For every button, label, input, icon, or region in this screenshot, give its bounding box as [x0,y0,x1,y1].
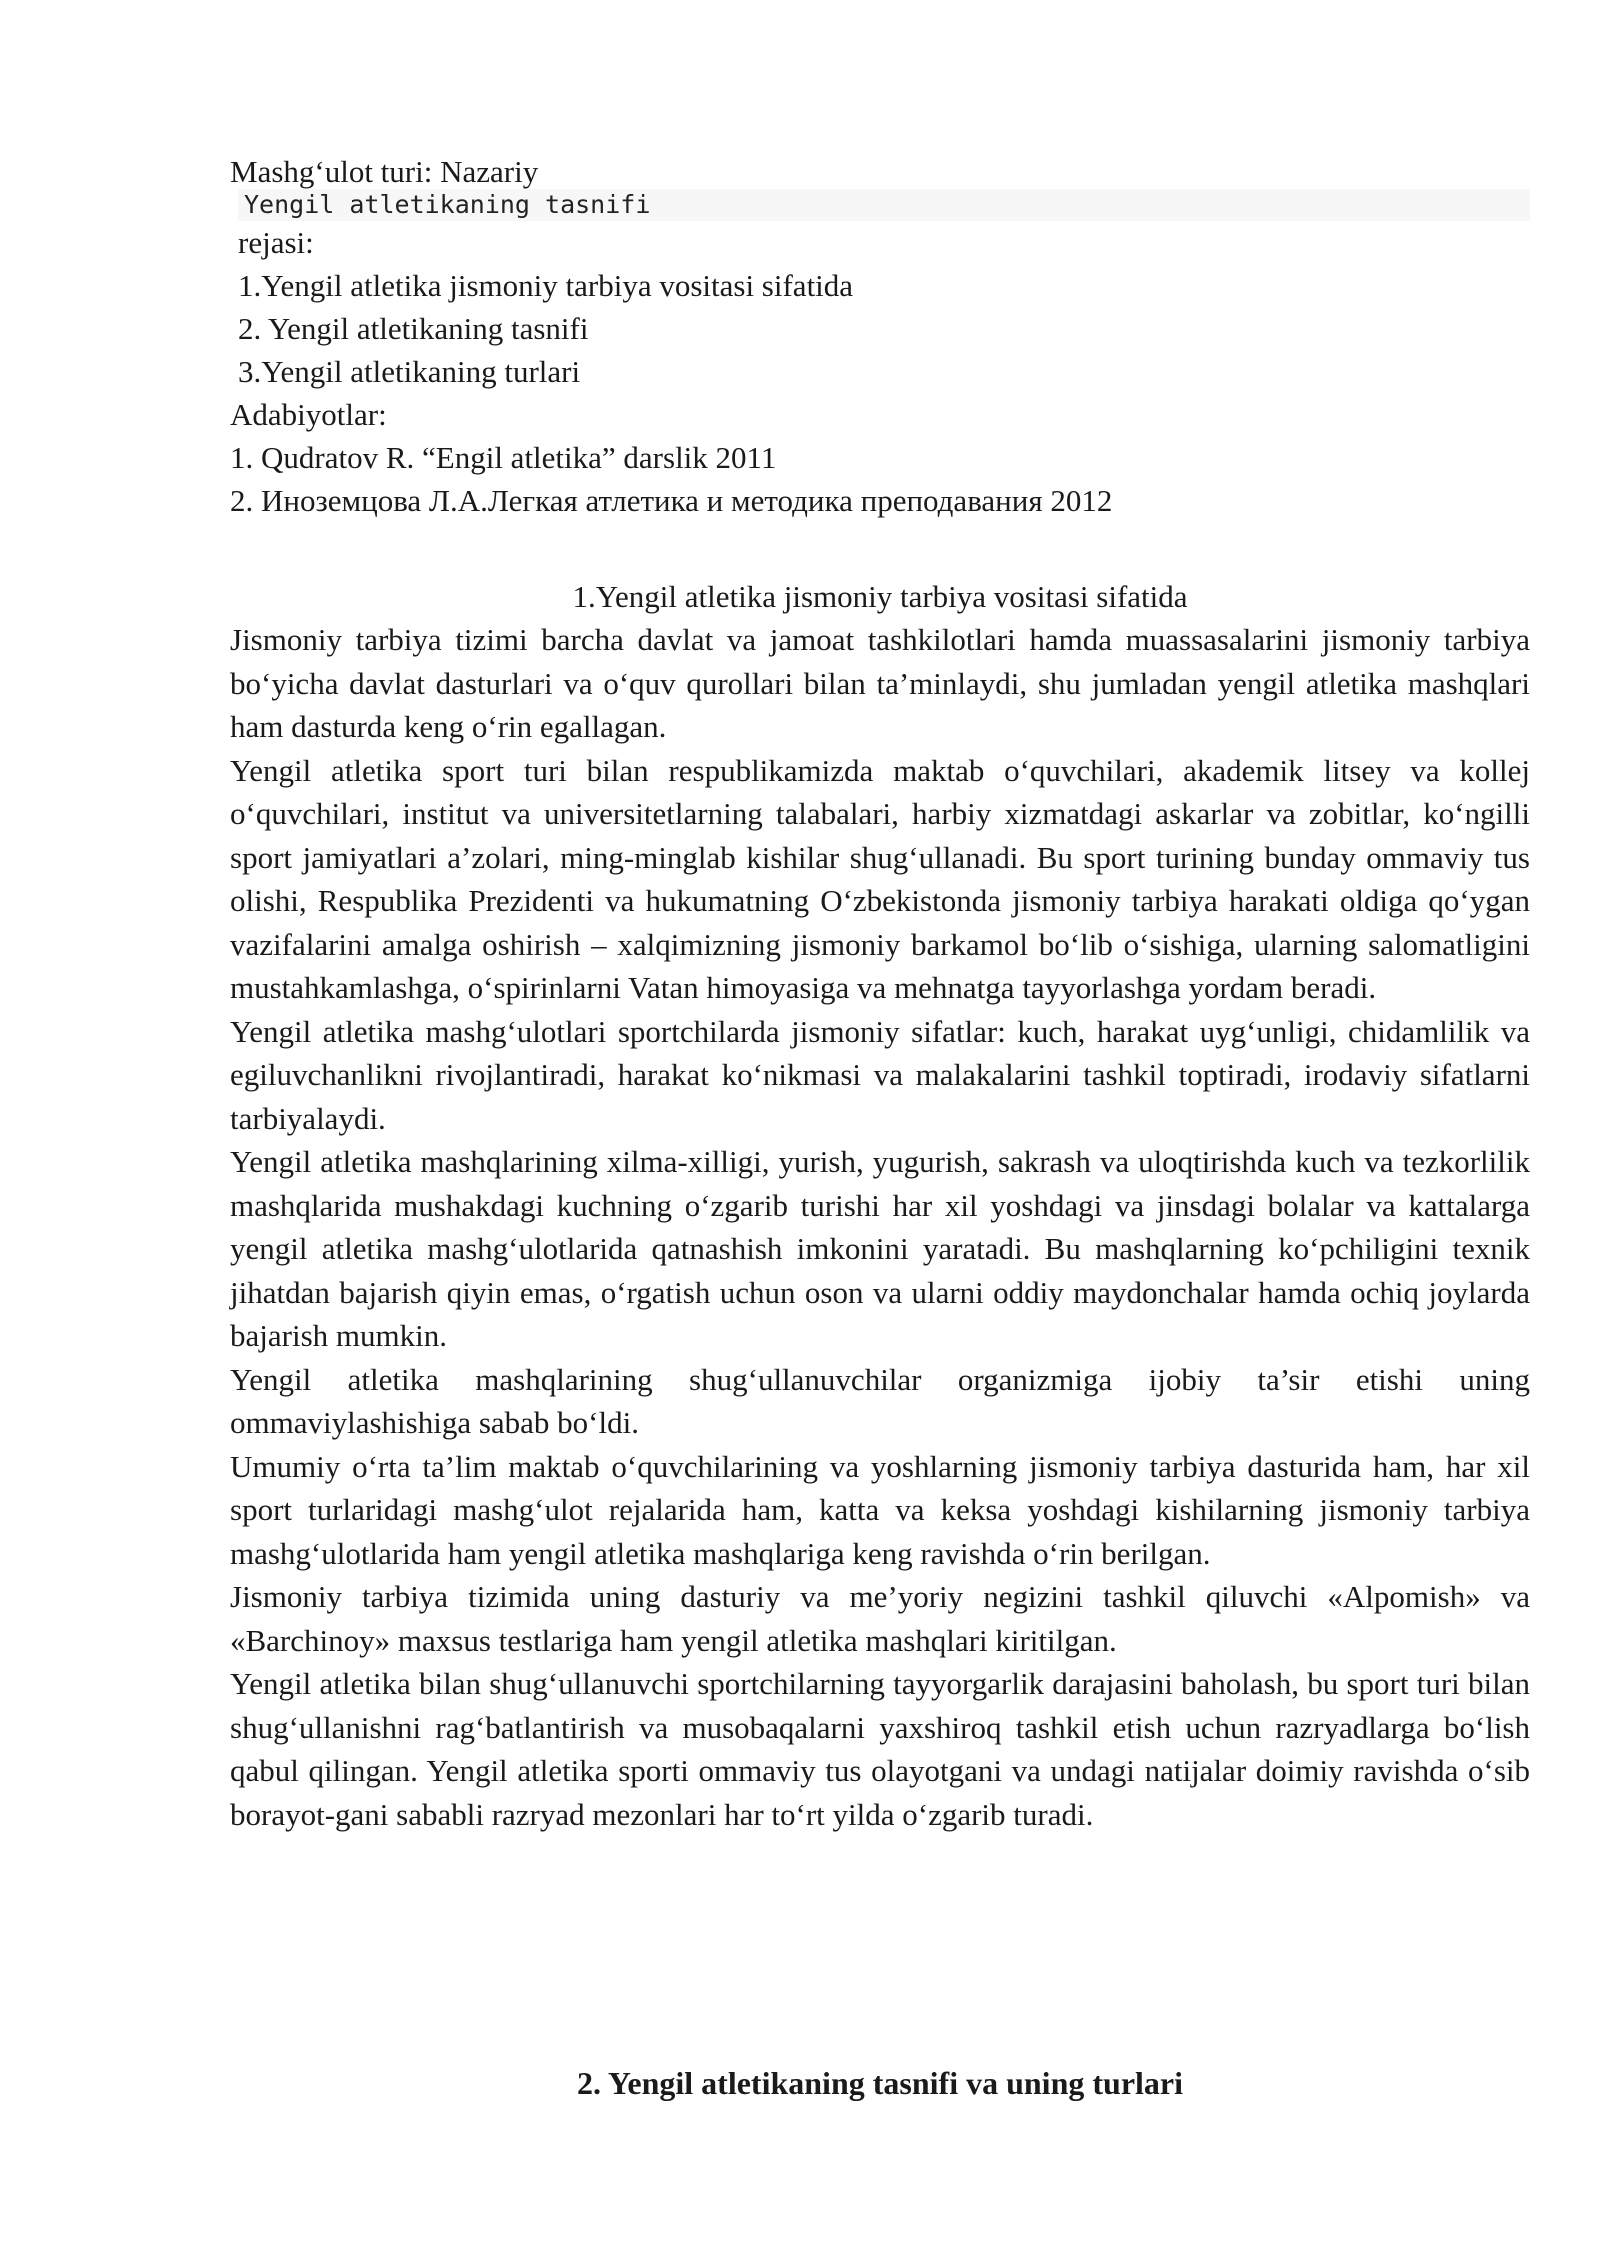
plan-item-2: 2. Yengil atletikaning tasnifi [238,311,589,346]
paragraph: Umumiy o‘rta ta’lim maktab o‘quvchilarining va yoshlarning jismoniy tarbiya dasturida ham, har xil sport turlaridagi mashg‘ulot rejalarida ham, katta va keksa yoshdagi kishilarning jismoniy tarbiya mashg‘ulotlarida ham yengil atletika mashqlariga keng ravishda o‘rin berilgan. [230,1448,1530,1571]
section-1-title: 1.Yengil atletika jismoniy tarbiya vositasi sifatida [572,579,1188,614]
paragraph: Yengil atletika mashg‘ulotlari sportchilarda jismoniy sifatlar: kuch, harakat uyg‘unligi, chidamlilik va egiluvchanlikni rivojlantiradi, harakat ko‘nikmasi va malakalarini tashkil toptiradi, irodaviy sifatlarni tarbiyalaydi. [230,1013,1530,1136]
literature-item-1: 1. Qudratov R. “Engil atletika” darslik 2011 [230,440,777,475]
paragraph: Yengil atletika sport turi bilan respublikamizda maktab o‘quvchilari, akademik litsey va kollej o‘quvchilari, institut va universitetlarning talabalari, harbiy xizmatdagi askarlar va zobitlar, ko‘ngilli sport jamiyatlari a’zolari, ming-minglab kishilar shug‘ullanadi. Bu sport turining bunday ommaviy tus olishi, Respublika Prezidenti va hukumatning O‘zbekistonda jismoniy tarbiya harakati oldiga qo‘ygan vazifalarini amalga oshirish – xalqimizning jismoniy barkamol bo‘lib o‘sishiga, ularning salomatligini mustahkamlashga, o‘spirinlarni Vatan himoyasiga va mehnatga tayyorlashga yordam beradi. [230,752,1530,1005]
paragraph: Jismoniy tarbiya tizimida uning dasturiy va me’yoriy negizini tashkil qiluvchi «Alpomish» va «Barchinoy» maxsus testlariga ham yengil atletika mashqlari kiritilgan. [230,1579,1530,1658]
paragraph: Yengil atletika mashqlarining xilma-xilligi, yurish, yugurish, sakrash va uloqtirishda kuch va tezkorlilik mashqlarida mushakdagi kuchning o‘zgarib turishi har xil yoshdagi va jinsdagi bolalar va kattalarga yengil atletika mashg‘ulotlarida qatnashish imkonini yaratadi. Bu mashqlarning ko‘pchiligini texnik jihatdan bajarish qiyin emas, o‘rgatish uchun oson va ularni oddiy maydonchalar hamda ochiq joylarda bajarish mumkin. [230,1144,1530,1353]
plan-item-3: 3.Yengil atletikaning turlari [238,354,581,389]
paragraph: Jismoniy tarbiya tizimi barcha davlat va jamoat tashkilotlari hamda muassasalarini jismoniy tarbiya bo‘yicha davlat dasturlari va o‘quv qurollari bilan ta’minlaydi, shu jumladan yengil atletika mashqlari ham dasturda keng o‘rin egallagan. [230,622,1530,744]
plan-label: rejasi: [238,225,314,260]
plan-item-1: 1.Yengil atletika jismoniy tarbiya vositasi sifatida [238,268,854,303]
topic-code-line: Yengil atletikaning tasnifi [238,189,1530,221]
lesson-header [230,150,1530,522]
paragraph: Yengil atletika bilan shug‘ullanuvchi sportchilarning tayyorgarlik darajasini baholash, bu sport turi bilan shug‘ullanishni rag‘batlantirish va musobaqalarni yaxshiroq tashkil etish uchun razryadlarga bo‘lish qabul qilingan. Yengil atletika sporti ommaviy tus olayotgani va undagi natijalar doimiy ravishda o‘sib borayot-gani sababli razryad mezonlari har to‘rt yilda o‘zgarib turadi. [230,1666,1530,1832]
section-2-heading: 2. Yengil atletikaning tasnifi va uning turlari [577,2065,1183,2101]
literature-label: Adabiyotlar: [230,397,387,432]
lesson-type: Mashg‘ulot turi: Nazariy [230,154,539,189]
paragraph: Yengil atletika mashqlarining shug‘ullanuvchilar organizmiga ijobiy ta’sir etishi uning ommaviylashishiga sabab bo‘ldi. [230,1361,1530,1440]
literature-item-2: 2. Иноземцова Л.А.Легкая атлетика и методика преподавания 2012 [230,483,1113,518]
section-1-body [230,618,1530,1836]
